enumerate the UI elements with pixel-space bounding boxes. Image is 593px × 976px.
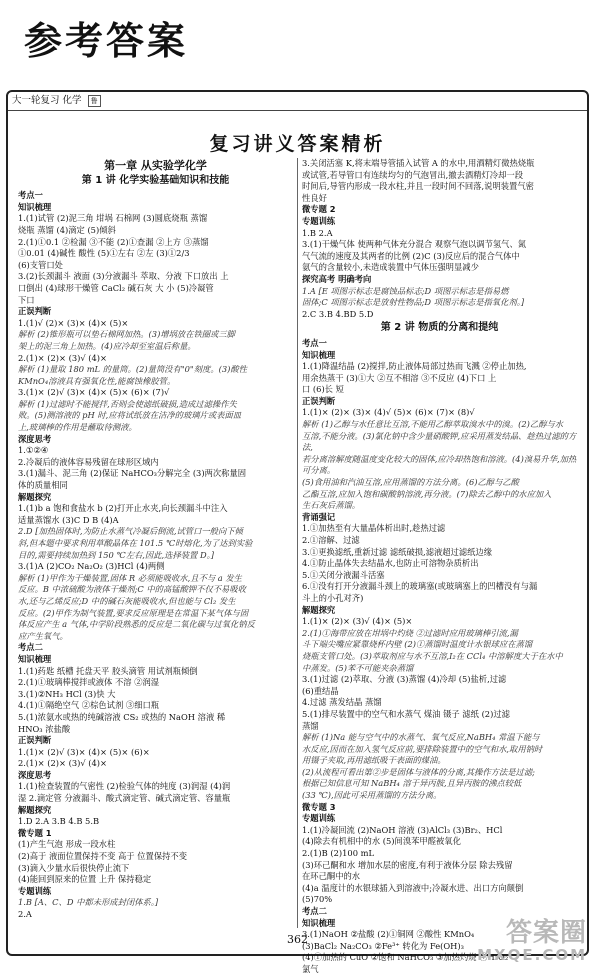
answer-line: 3.关闭活塞 K,将末端导管插入试管 A 的水中,用酒精灯微热烧瓶 bbox=[302, 158, 535, 168]
answer-line: 3.(1)× (2)√ (3)× (4)× (5)× (6)× (7)√ bbox=[18, 387, 170, 398]
section-heading: 背诵强记 bbox=[302, 511, 336, 522]
answer-line: 目的,需要持续加热到 150 ℃左右,因此,选择装置 D。] bbox=[18, 549, 215, 560]
answer-line: 乙酯互溶,应加入饱和碳酸钠溶液,再分液。(7)除去乙醇中的水应加入 bbox=[302, 488, 552, 499]
section-heading: 正误判断 bbox=[18, 735, 52, 746]
answer-line: 水反应,因而在加入氢气反应前,要排除装置中的空气和水,取用钠时 bbox=[302, 743, 543, 754]
answer-line: (4)能回到原来的位置 上升 保持稳定 bbox=[18, 874, 152, 885]
answer-line: 中蒸发。(5)苯不可能夹杂蒸馏 bbox=[302, 662, 414, 673]
answer-line: 2.A bbox=[18, 909, 32, 919]
answer-line: 解析 (1)量取 180 mL 的量筒。(2)量筒没有"0"刻度。(3)酸性 bbox=[18, 364, 247, 375]
answer-line: 适量蒸馏水 (3)C D B (4)A bbox=[18, 514, 119, 525]
section-heading: 微专题 3 bbox=[302, 801, 336, 812]
section-heading: 知识梳理 bbox=[18, 201, 52, 212]
answer-line: 反应。B 中浓硫酸为液体干燥剂;C 中的高锰酸钾不仅不易吸收 bbox=[18, 584, 246, 595]
answer-line: 2.(1)①玻璃棒搅拌或液体 不溶 ②润湿 bbox=[18, 677, 160, 688]
answer-line: HNO₃ 浓盐酸 bbox=[18, 723, 71, 734]
section-heading: 考点一 bbox=[302, 337, 327, 348]
answer-line: 固体;C 项图示标志是放射性物品;D 项图示标志是指氧化剂。] bbox=[302, 297, 525, 308]
answer-line: 烧瓶支管口处。(3)萃取剂应与水不互溶,I₂在 CCl₄ 中溶解度大于在水中 bbox=[302, 650, 563, 661]
section-heading: 考点一 bbox=[18, 190, 43, 201]
answer-line: 1.(1)√ (2)× (3)× (4)× (5)× bbox=[18, 317, 129, 328]
answer-line: 1.A [E 项图示标志是腐蚀品标志;D 项图示标志是指易燃 bbox=[302, 285, 509, 296]
answer-line: 1.(1)× (2)√ (3)× (4)× (5)× (6)× bbox=[18, 746, 150, 757]
answer-line: 1.D 2.A 3.B 4.B 5.B bbox=[18, 816, 100, 827]
answer-line: 解析 (1)过滤时不能搅拌,否则会使滤纸破损,造成过滤操作失 bbox=[18, 398, 237, 409]
main-title: 复习讲义答案精析 bbox=[209, 133, 386, 155]
answer-line: 1.(1)× (2)× (3)√ (4)× (5)× bbox=[302, 616, 413, 627]
answer-line: 水,还与乙烯反应;D 中的碱石灰能吸收水,但也能与 Cl₂ 发生 bbox=[18, 595, 236, 606]
answer-line: (5)70% bbox=[302, 894, 333, 905]
answer-line: 生石灰后蒸馏。 bbox=[302, 500, 361, 511]
answer-line: 4.(1)①隔绝空气 ②棕色试剂 ③细口瓶 bbox=[18, 700, 160, 711]
answer-line: 根据已知信息可知 NaBH₄ 溶于异丙胺,且异丙胺的沸点较低 bbox=[302, 778, 522, 789]
section-heading: 专题训练 bbox=[302, 215, 336, 226]
watermark-url: MXQE.COM bbox=[477, 946, 587, 964]
answer-line: 2.(1)①0.1 ②检漏 ③不能 (2)①查漏 ②上方 ③蒸馏 bbox=[18, 236, 209, 247]
answer-line: 1.(1)b a 饱和食盐水 b (2)打开止水夹,向长颈漏斗中注入 bbox=[18, 503, 228, 514]
answer-line: 3.(1)漏斗、泥三角 (2)保证 NaHCO₃分解完全 (3)两次称量固 bbox=[18, 468, 247, 479]
answer-line: 氯气 bbox=[302, 963, 319, 974]
answer-line: 5.(1)排尽装置中的空气和水蒸气 煤油 镊子 滤纸 (2)过滤 bbox=[302, 708, 510, 719]
answer-line: 3.(1)A (2)CO₂ Na₂O₂ (3)HCl (4)两侧 bbox=[18, 561, 165, 572]
answer-page bbox=[6, 90, 589, 974]
running-header-text: 大一轮复习 化学 bbox=[12, 95, 82, 106]
answer-line: 解析 (1)乙醇与水任意比互溶,不能用乙醇萃取溴水中的溴。(2)乙醇与水 bbox=[302, 419, 564, 430]
answer-line: 2.D [加热固体时,为防止水蒸气冷凝后倒流,试管口一般向下倾 bbox=[18, 526, 243, 537]
section-heading: 专题训练 bbox=[18, 885, 52, 896]
answer-line: 烧瓶 蒸馏 (4)滴定 (5)倾斜 bbox=[18, 224, 116, 235]
section-heading: 知识梳理 bbox=[302, 349, 336, 360]
page-number: 362 bbox=[287, 933, 308, 946]
answer-line: 3.(1)②NH₃ HCl (3)快 大 bbox=[18, 688, 116, 699]
answer-line: 用余热蒸干 (3)①大 ②互不相溶 ③不反应 (4)下口 上 bbox=[302, 372, 497, 383]
answer-line: 若分离溶解度随温度变化较大的固体,应冷却热饱和溶液。(4)溴易升华,加热可分离。 bbox=[302, 453, 577, 476]
answer-line: 3.(2)长颈漏斗 液面 (3)分液漏斗 萃取、分液 下口放出 上 bbox=[18, 271, 229, 282]
section-heading: 专题训练 bbox=[302, 813, 336, 824]
answer-line: 氨气的含量较小,未造成装置中气体压强明显减少 bbox=[302, 262, 479, 273]
section-heading: 深度思考 bbox=[18, 433, 52, 444]
answer-line: 下口 bbox=[18, 294, 35, 305]
answer-line: (6)支管口处 bbox=[18, 259, 63, 270]
answer-line: 解析 (1)Na 能与空气中的水蒸气、氧气反应,NaBH₄ 常温下能与 bbox=[302, 732, 540, 743]
answer-line: 口倒出 (4)球形干燥管 CaCl₂ 碱石灰 大 小 (5)冷凝管 bbox=[18, 282, 214, 293]
answer-line: 蒸馏 bbox=[302, 720, 319, 731]
answer-line: 应产生氧气。 bbox=[18, 630, 68, 641]
answer-line: (33 ℃),因此可采用蒸馏的方法分离。 bbox=[302, 790, 442, 801]
answer-line: 3.①更换滤纸,重新过滤 滤纸破损,滤液超过滤纸边缘 bbox=[302, 546, 493, 557]
answer-line: 2.(1)①海带应放在坩埚中灼烧 ②过滤时应用玻璃棒引流,漏 bbox=[302, 627, 518, 638]
answer-line: (2)从流程可看出第②步是固体与液体的分离,其操作方法是过滤; bbox=[302, 766, 535, 777]
answer-line: (4)除去有机相中的水 (5)间溴苯甲醛被氧化 bbox=[302, 836, 461, 847]
section-heading: 微专题 1 bbox=[18, 827, 52, 838]
answer-line: (1)产生气泡 形成一段水柱 bbox=[18, 839, 116, 850]
section-heading: 微专题 2 bbox=[302, 204, 336, 215]
chapter-title: 第一章 从实验学化学 bbox=[104, 159, 207, 172]
answer-line: 斗下端尖嘴应紧靠烧杯内壁 (2)①蒸馏时温度计水银球应在蒸馏 bbox=[302, 639, 533, 650]
answer-line: 上,玻璃棒的作用是蘸取待测液。 bbox=[18, 422, 137, 433]
answer-line: 2.冷凝后的液体容易残留在球形区域内 bbox=[18, 456, 159, 467]
answer-line: 1.(1)检查装置的气密性 (2)检验气体的纯度 (3)润湿 (4)润 bbox=[18, 781, 231, 792]
answer-line: 1.(1)试管 (2)泥三角 坩埚 石棉网 (3)圆底烧瓶 蒸馏 bbox=[18, 213, 208, 224]
answer-line: 1.B 2.A bbox=[302, 227, 333, 238]
running-header bbox=[8, 92, 587, 111]
section-heading: 深度思考 bbox=[18, 769, 52, 780]
answer-line: 2.(1)× (2)× (3)√ (4)× bbox=[18, 352, 107, 363]
answer-line: 气气流的速度及其两者的比例 (2)C (3)反应后的混合气体中 bbox=[302, 250, 520, 261]
answer-line: 性良好 bbox=[302, 192, 327, 203]
answer-line: 体的质量相同 bbox=[18, 480, 68, 491]
answer-line: 在环己酮中的水 bbox=[302, 871, 361, 882]
answer-line: 2.①溶解、过滤 bbox=[302, 535, 360, 545]
answer-line: 或试管,若导管口有连续均匀的气泡冒出,撤去酒精灯冷却一段 bbox=[302, 169, 523, 180]
answer-line: (3)BaCl₂ Na₂CO₃ ②Fe³⁺ 转化为 Fe(OH)₃ bbox=[302, 940, 464, 951]
answer-line: 3.(1)过滤 (2)萃取、分液 (3)蒸馏 (4)冷却 (5)盐析,过滤 bbox=[302, 674, 507, 685]
answer-line: 湿 2.滴定管 分液漏斗、酸式滴定管、碱式滴定管、容量瓶 bbox=[18, 793, 231, 804]
section-heading: 正误判断 bbox=[18, 306, 52, 317]
answer-line: 4.过滤 蒸发结晶 蒸馏 bbox=[302, 697, 382, 708]
answer-line: 斗上的小孔对齐) bbox=[302, 592, 364, 603]
left-column bbox=[14, 158, 297, 928]
section-heading: 考点二 bbox=[18, 642, 43, 653]
answer-line: 斜,但本题中要求利用草酸晶体在 101.5 ℃时熔化,为了达到实验 bbox=[18, 538, 253, 548]
answer-line: 1.①加热至有大量晶体析出时,趁热过滤 bbox=[302, 523, 446, 534]
lesson-title-1: 第 1 讲 化学实验基础知识和技能 bbox=[81, 174, 230, 186]
answer-line: (6)重结晶 bbox=[302, 685, 339, 696]
answer-line: 口 (6)长 短 bbox=[302, 384, 344, 395]
book-badge: 鲁 bbox=[88, 95, 101, 107]
answer-line: 互溶,不能分液。(3)氯化钠中含少量硝酸钾,应采用蒸发结晶、趁热过滤的方法, bbox=[302, 430, 577, 453]
answer-line: 1.B [A、C、D 中都未形成封闭体系。] bbox=[18, 897, 159, 908]
answer-line: 体反应产生 a 气体,中学阶段熟悉的反应是二氧化碳与过氧化钠反 bbox=[18, 619, 255, 630]
answer-line: ①0.01 (4)碱性 酸性 (5)①左右 ②左 (3)①2/3 bbox=[18, 248, 190, 259]
answer-line: 败。(5)测溶液的 pH 时,应将试纸放在洁净的玻璃片或表面皿 bbox=[18, 410, 242, 421]
answer-line: 反应。(2)甲作为制气装置,要求反应原理是在常温下某气体与固 bbox=[18, 607, 249, 618]
section-heading: 考点二 bbox=[302, 906, 327, 916]
answer-line: 5.①关闭分液漏斗活塞 bbox=[302, 569, 385, 580]
answer-line: (2)高于 液面位置保持不变 高于 位置保持不变 bbox=[18, 851, 188, 862]
answer-line: 1.(1)药匙 纸槽 托盘天平 胶头滴管 用试剂瓶倾倒 bbox=[18, 665, 198, 676]
answer-line: 5.(1)浓氨水或热的纯碱溶液 CS₂ 或热的 NaOH 溶液 稀 bbox=[18, 711, 226, 722]
answer-line: (4)①加热的 CuO ②饱和 NaHCO₃ ③加热灼烧 ④H₂O₂ bbox=[302, 952, 509, 963]
answer-line: 解析 (1)甲作为干燥装置,固体 R 必须能吸收水,且不与 a 发生 bbox=[18, 572, 242, 583]
answer-line: (4)a 温度计的水银球插入到溶液中;冷凝水进、出口方向颠倒 bbox=[302, 882, 524, 893]
section-heading: 解题探究 bbox=[18, 491, 52, 502]
section-heading: 知识梳理 bbox=[302, 917, 336, 928]
answer-line: (3)滴入少量水后很快停止流下 bbox=[18, 862, 130, 873]
watermark-logo bbox=[477, 918, 587, 966]
answer-line: (3)环己酮和水 增加水层的密度,有利于液体分层 除去残留 bbox=[302, 859, 513, 870]
answer-line: 1.(1)× (2)× (3)× (4)√ (5)× (6)× (7)× (8)√ bbox=[302, 407, 475, 418]
answer-line: 2.(1)B (2)100 mL bbox=[302, 848, 375, 859]
answer-line: 架上的泥三角上加热。(4)应冷却至室温后称量。 bbox=[18, 340, 196, 351]
answer-line: 解析 (2)锥形瓶可以垫石棉网加热。(3)增埚放在铁圈或三脚 bbox=[18, 329, 235, 340]
answer-line: 4.①防止晶体失去结晶水,也防止可溶物杂质析出 bbox=[302, 558, 479, 569]
section-heading: 解题探究 bbox=[302, 604, 336, 615]
answer-line: 用镊子夹取,再用滤纸吸干表面的煤油。 bbox=[302, 755, 446, 766]
watermark-text: 答案圈 bbox=[505, 918, 587, 948]
answer-line: 2.(1)× (2)× (3)√ (4)× bbox=[18, 758, 107, 769]
answer-line: 1.(1)降温结晶 (2)搅拌,防止液体局部过热而飞溅 ②停止加热, bbox=[302, 361, 527, 372]
answer-line: 1.①②④ bbox=[18, 445, 49, 456]
answer-line: 2.C 3.B 4.BD 5.D bbox=[302, 308, 374, 319]
answer-line: 时间后,导管内形成一段水柱,并且一段时间不回落,说明装置气密 bbox=[302, 181, 534, 192]
lesson-title-2: 第 2 讲 物质的分离和提纯 bbox=[380, 322, 499, 334]
answer-line: 3.(1)NaOH ②盐酸 (2)①铜网 ②酸性 KMnO₄ bbox=[302, 929, 475, 940]
section-heading: 知识梳理 bbox=[18, 653, 52, 664]
section-heading: 解题探究 bbox=[18, 804, 52, 815]
answer-line: KMnO₄溶液具有强氧化性,能腐蚀橡胶管。 bbox=[18, 375, 176, 386]
page-title: 参考答案 bbox=[24, 19, 189, 63]
answer-line: 6.①没有打开分液漏斗颈上的玻璃塞(或玻璃塞上的凹槽没有与漏 bbox=[302, 581, 538, 592]
answer-line: 1.(1)冷凝回流 (2)NaOH 溶液 (3)AlCl₃ (3)Br₂、HCl bbox=[302, 824, 503, 835]
section-heading: 正误判断 bbox=[302, 395, 336, 406]
answer-line: 3.(1)干燥气体 使两种气体充分混合 观察气泡以调节氢气、氮 bbox=[302, 239, 527, 250]
answer-line: (5)食用油和汽油互溶,应用蒸馏的方法分离。(6)乙醇与乙酸 bbox=[302, 477, 519, 488]
section-heading: 探究高考 明确考向 bbox=[302, 273, 372, 284]
